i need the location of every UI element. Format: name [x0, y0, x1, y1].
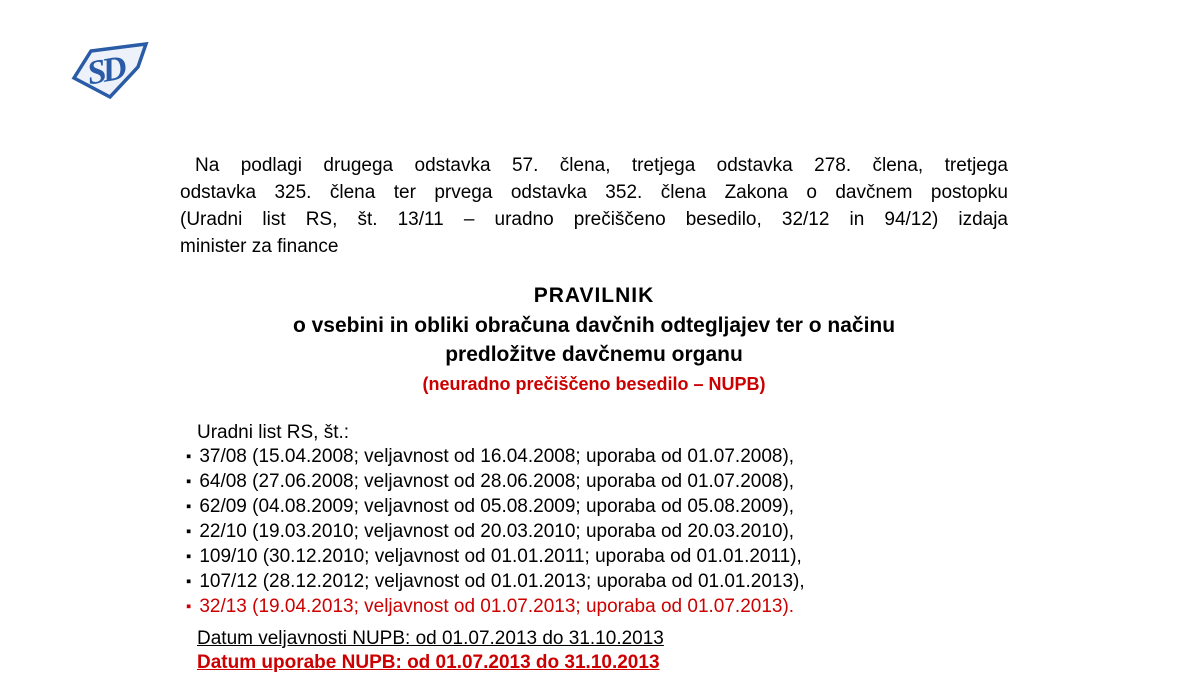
gazette-heading: Uradni list RS, št.:	[197, 422, 350, 443]
sd-logo	[66, 36, 150, 102]
usage-date-line: Datum uporabe NUPB: od 01.07.2013 do 31.10.2013	[197, 652, 660, 673]
sd-logo-graphic	[66, 36, 150, 102]
document-title: PRAVILNIK	[533, 284, 655, 307]
document-subtitle-line2: predložitve davčnemu organu	[445, 343, 743, 366]
title-block	[180, 281, 1008, 397]
gazette-item: ▪ 22/10 (19.03.2010; veljavnost od 20.03.2010; uporaba od 20.03.2010),	[186, 520, 805, 545]
intro-line: minister za finance	[180, 236, 339, 257]
gazette-item: ▪ 37/08 (15.04.2008; veljavnost od 16.04.2008; uporaba od 01.07.2008),	[186, 445, 805, 470]
unofficial-text-note: (neuradno prečiščeno besedilo – NUPB)	[422, 374, 766, 394]
intro-paragraph	[180, 152, 1008, 260]
intro-line: odstavka 325. člena ter prvega odstavka 352. člena Zakona o davčnem postopku	[180, 182, 1008, 203]
validity-date-line: Datum veljavnosti NUPB: od 01.07.2013 do 31.10.2013	[197, 628, 664, 649]
validity-section	[197, 627, 664, 675]
gazette-section	[186, 421, 805, 620]
gazette-item: ▪ 109/10 (30.12.2010; veljavnost od 01.01.2011; uporaba od 01.01.2011),	[186, 545, 805, 570]
gazette-item-latest: ▪ 32/13 (19.04.2013; veljavnost od 01.07.2013; uporaba od 01.07.2013).	[186, 595, 805, 620]
gazette-list	[186, 445, 805, 620]
gazette-item: ▪ 64/08 (27.06.2008; veljavnost od 28.06.2008; uporaba od 01.07.2008),	[186, 470, 805, 495]
sd-logo-letters: SD	[84, 49, 126, 93]
intro-line: Na podlagi drugega odstavka 57. člena, tretjega odstavka 278. člena, tretjega	[195, 155, 1008, 176]
gazette-item: ▪ 62/09 (04.08.2009; veljavnost od 05.08.2009; uporaba od 05.08.2009),	[186, 495, 805, 520]
gazette-item: ▪ 107/12 (28.12.2012; veljavnost od 01.01.2013; uporaba od 01.01.2013),	[186, 570, 805, 595]
document-subtitle-line1: o vsebini in obliki obračuna davčnih odtegljajev ter o načinu	[292, 314, 896, 337]
intro-line: (Uradni list RS, št. 13/11 – uradno prečiščeno besedilo, 32/12 in 94/12) izdaja	[180, 209, 1008, 230]
